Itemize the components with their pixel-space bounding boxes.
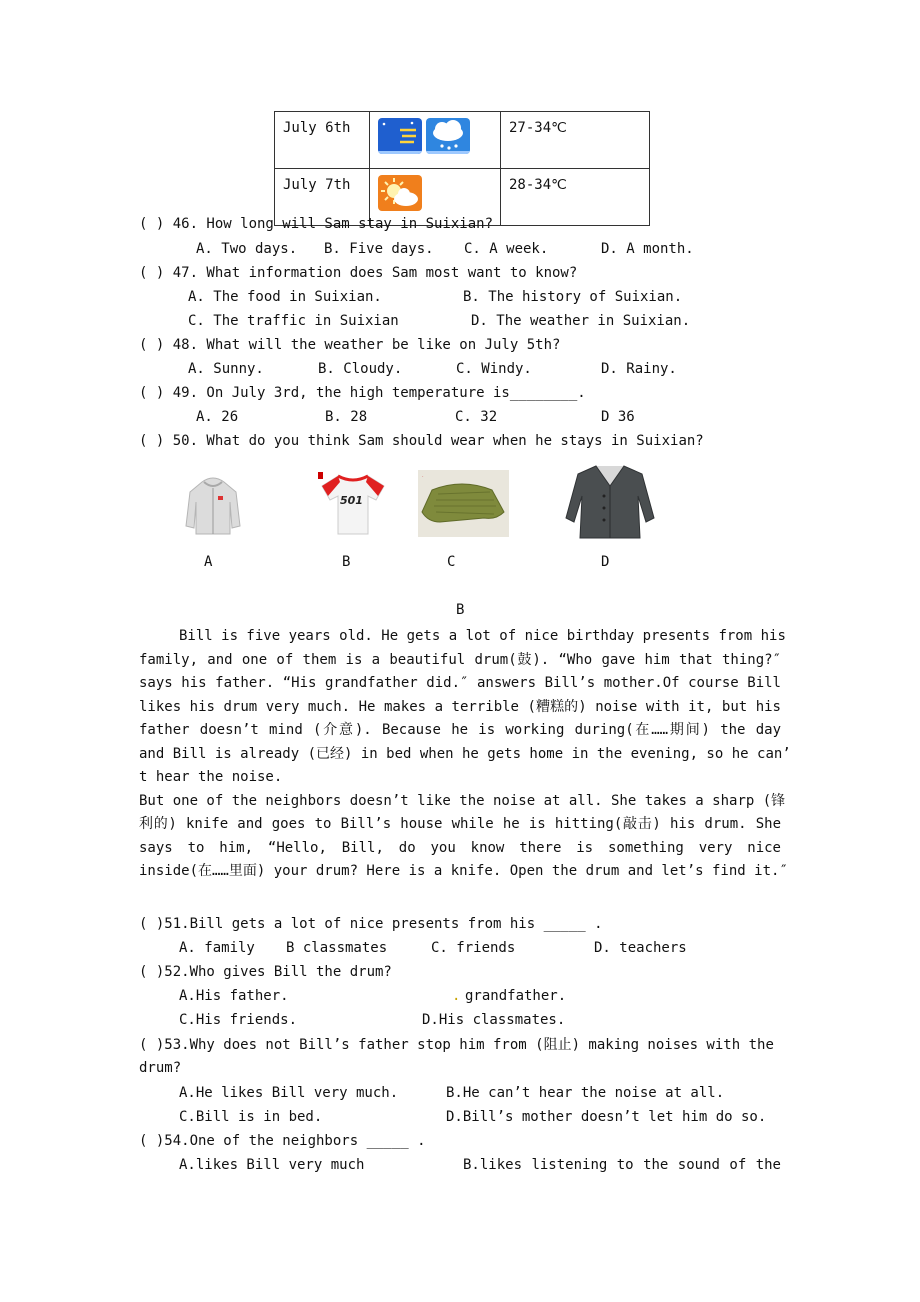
question-46-stem: ( ) 46. How long will Sam stay in Suixian? <box>139 216 494 232</box>
passage-line: t hear the noise. <box>139 769 283 785</box>
q46-option-b: B. Five days. <box>324 241 434 257</box>
q53-option-d: D.Bill’s mother doesn’t let him do so. <box>446 1109 767 1125</box>
q49-option-c: C. 32 <box>455 409 498 425</box>
q52-stray-dot: . <box>452 988 461 1004</box>
question-51-stem: ( )51.Bill gets a lot of nice presents from his _____ . <box>139 916 603 932</box>
sun-cloud-icon <box>378 175 422 211</box>
q49-option-a: A. 26 <box>196 409 239 425</box>
question-50-stem: ( ) 50. What do you think Sam should wear when he stays in Suixian? <box>139 433 704 449</box>
q47-option-d: D. The weather in Suixian. <box>471 313 691 329</box>
passage-line: likes his drum very much. He makes a terrible (糟糕的) noise with it, but his <box>139 698 781 715</box>
q52-option-c: C.His friends. <box>179 1012 298 1028</box>
question-53-stem-cont: drum? <box>139 1060 182 1076</box>
weather-date: July 7th <box>275 169 370 226</box>
q54-option-b: B.likes listening to the sound of the <box>463 1157 781 1173</box>
q51-option-b: B classmates <box>286 940 388 956</box>
passage-line: But one of the neighbors doesn’t like the noise at all. She takes a sharp (锋 <box>139 792 786 809</box>
q53-option-b: B.He can’t hear the noise at all. <box>446 1085 725 1101</box>
q46-option-a: A. Two days. <box>196 241 298 257</box>
green-sweater-image <box>418 470 509 537</box>
passage-line: says his father. “His grandfather did.″ answers Bill’s mother.Of course Bill <box>139 675 781 691</box>
q47-option-a: A. The food in Suixian. <box>188 289 382 305</box>
passage-line: and Bill is already (已经) in bed when he gets home in the evening, so he can’ <box>139 745 791 762</box>
hoodie-jacket-image <box>184 476 242 536</box>
q47-option-b: B. The history of Suixian. <box>463 289 683 305</box>
q46-option-d: D. A month. <box>601 241 694 257</box>
tshirt-501-text: 501 <box>340 494 363 507</box>
passage-line: father doesn’t mind (介意). Because he is working during(在……期间) the day <box>139 722 781 738</box>
passage-line: family, and one of them is a beautiful drum(鼓). “Who gave him that thing?″ <box>139 651 781 668</box>
q52-option-b: grandfather. <box>465 988 567 1004</box>
q53-option-a: A.He likes Bill very much. <box>179 1085 399 1101</box>
question-48-stem: ( ) 48. What will the weather be like on July 5th? <box>139 337 561 353</box>
section-b-heading: B <box>456 602 465 618</box>
q49-option-b: B. 28 <box>325 409 368 425</box>
q48-option-a: A. Sunny. <box>188 361 264 377</box>
weather-icons <box>370 112 501 169</box>
q46-option-c: C. A week. <box>464 241 549 257</box>
grey-coat-image <box>564 460 656 540</box>
weather-temp: 27-34℃ <box>501 112 650 169</box>
question-53-stem: ( )53.Why does not Bill’s father stop him from (阻止) making noises with the <box>139 1037 774 1053</box>
weather-temp: 28-34℃ <box>501 169 650 226</box>
question-52-stem: ( )52.Who gives Bill the drum? <box>139 964 392 980</box>
passage-line: inside(在……里面) your drum? Here is a knife. Open the drum and let’s find it.″ <box>139 863 788 879</box>
q50-option-a: A <box>204 554 213 570</box>
q52-option-a: A.His father. <box>179 988 289 1004</box>
weather-date: July 6th <box>275 112 370 169</box>
q51-option-c: C. friends <box>431 940 516 956</box>
q51-option-a: A. family <box>179 940 255 956</box>
svg-text:·: · <box>422 474 424 480</box>
passage <box>139 625 791 884</box>
q51-option-d: D. teachers <box>594 940 687 956</box>
q50-option-d: D <box>601 554 610 570</box>
passage-line: Bill is five years old. He gets a lot of nice birthday presents from his <box>179 628 786 644</box>
weather-row <box>275 112 650 169</box>
question-47-stem: ( ) 47. What information does Sam most want to know? <box>139 265 578 281</box>
tshirt-501-image <box>316 470 390 536</box>
q53-option-c: C.Bill is in bed. <box>179 1109 323 1125</box>
q54-option-a: A.likes Bill very much <box>179 1157 365 1173</box>
q52-option-d: D.His classmates. <box>422 1012 566 1028</box>
passage-line: 利的) knife and goes to Bill’s house while he is hitting(敲击) his drum. She <box>139 816 781 832</box>
question-54-stem: ( )54.One of the neighbors _____ . <box>139 1133 426 1149</box>
rain-cloud-icon <box>426 118 470 154</box>
q48-option-c: C. Windy. <box>456 361 532 377</box>
passage-line: says to him, “Hello, Bill, do you know there is something very nice <box>139 839 781 856</box>
q50-option-b: B <box>342 554 351 570</box>
moon-wind-icon <box>378 118 422 154</box>
q49-option-d: D 36 <box>601 409 635 425</box>
q50-option-c: C <box>447 554 456 570</box>
question-49-stem: ( ) 49. On July 3rd, the high temperature is________. <box>139 385 586 401</box>
q48-option-d: D. Rainy. <box>601 361 677 377</box>
q47-option-c: C. The traffic in Suixian <box>188 313 399 329</box>
weather-table <box>274 111 650 226</box>
q48-option-b: B. Cloudy. <box>318 361 403 377</box>
